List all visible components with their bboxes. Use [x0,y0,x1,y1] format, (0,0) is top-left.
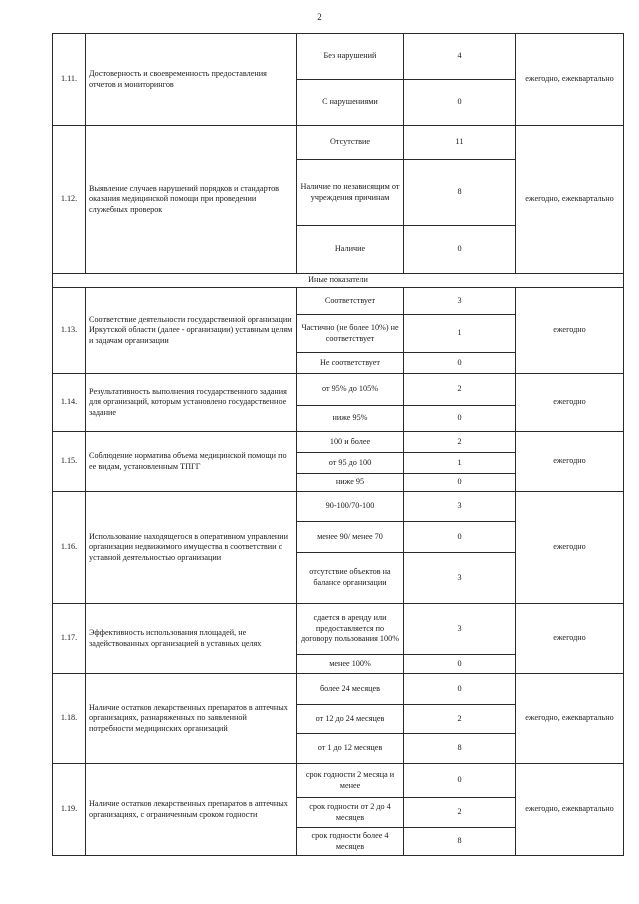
reporting-period: ежегодно, ежеквартально [516,674,624,764]
indicator-number: 1.18. [53,674,86,764]
criterion-label: Наличие по независящим от учреждения причинам [297,160,404,226]
indicator-name: Эффективность использования площадей, не задействованных организацией в уставных целях [86,604,297,674]
criterion-label: срок годности от 2 до 4 месяцев [297,798,404,828]
criterion-label: более 24 месяцев [297,674,404,705]
criterion-score: 3 [404,288,516,315]
criterion-score: 0 [404,353,516,374]
criterion-label: отсутствие объектов на балансе организации [297,553,404,604]
indicators-table [52,33,624,856]
indicator-number: 1.12. [53,126,86,274]
criterion-score: 1 [404,453,516,474]
reporting-period: ежегодно, ежеквартально [516,126,624,274]
criterion-score: 2 [404,798,516,828]
criterion-label: ниже 95% [297,406,404,432]
criterion-label: срок годности более 4 месяцев [297,828,404,856]
criterion-label: Частично (не более 10%) не соответствует [297,315,404,353]
reporting-period: ежегодно [516,492,624,604]
criterion-label: от 95 до 100 [297,453,404,474]
table-row [53,288,624,315]
table-row [53,764,624,798]
reporting-period: ежегодно [516,604,624,674]
indicator-name: Достоверность и своевременность предоставления отчетов и мониторингов [86,34,297,126]
section-row [53,274,624,288]
criterion-label: Без нарушений [297,34,404,80]
indicator-number: 1.17. [53,604,86,674]
indicator-number: 1.19. [53,764,86,856]
indicator-number: 1.14. [53,374,86,432]
criterion-label: 90-100/70-100 [297,492,404,522]
criterion-score: 8 [404,160,516,226]
criterion-score: 0 [404,80,516,126]
table-row [53,604,624,655]
indicator-name: Соответствие деятельности государственной организации Иркутской области (далее - организации) уставным целям и задачам организации [86,288,297,374]
table-row [53,34,624,80]
indicator-name: Результативность выполнения государственного задания для организаций, которым установлено государственное задание [86,374,297,432]
indicator-name: Наличие остатков лекарственных препаратов в аптечных организациях, разнаряженных по заявленной потребности медицинских организаций [86,674,297,764]
criterion-label: от 1 до 12 месяцев [297,734,404,764]
criterion-score: 3 [404,492,516,522]
criterion-score: 8 [404,828,516,856]
criterion-score: 3 [404,553,516,604]
indicator-number: 1.13. [53,288,86,374]
table-row [53,126,624,160]
indicator-name: Соблюдение норматива объема медицинской помощи по ее видам, установленным ТПГГ [86,432,297,492]
criterion-score: 8 [404,734,516,764]
criterion-score: 2 [404,432,516,453]
reporting-period: ежегодно [516,432,624,492]
indicator-number: 1.15. [53,432,86,492]
section-title: Иные показатели [53,274,624,288]
criterion-label: ниже 95 [297,474,404,492]
criterion-score: 0 [404,764,516,798]
table-row [53,492,624,522]
reporting-period: ежегодно [516,288,624,374]
criterion-score: 0 [404,674,516,705]
criterion-label: срок годности 2 месяца и менее [297,764,404,798]
criterion-label: Отсутствие [297,126,404,160]
indicator-number: 1.11. [53,34,86,126]
indicator-name: Выявление случаев нарушений порядков и стандартов оказания медицинской помощи при проведении служебных проверок [86,126,297,274]
criterion-score: 0 [404,522,516,553]
reporting-period: ежегодно [516,374,624,432]
criterion-label: от 95% до 105% [297,374,404,406]
reporting-period: ежегодно, ежеквартально [516,34,624,126]
criterion-label: 100 и более [297,432,404,453]
criterion-label: менее 100% [297,655,404,674]
table-row [53,374,624,406]
criterion-score: 0 [404,655,516,674]
table-row [53,674,624,705]
criterion-label: от 12 до 24 месяцев [297,705,404,734]
criterion-label: Не соответствует [297,353,404,374]
criterion-score: 11 [404,126,516,160]
reporting-period: ежегодно, ежеквартально [516,764,624,856]
criterion-score: 2 [404,705,516,734]
criterion-score: 0 [404,226,516,274]
criterion-score: 0 [404,406,516,432]
criterion-score: 3 [404,604,516,655]
indicator-name: Наличие остатков лекарственных препаратов в аптечных организациях, с ограниченным сроком годности [86,764,297,856]
criterion-label: менее 90/ менее 70 [297,522,404,553]
criterion-label: Наличие [297,226,404,274]
criterion-score: 0 [404,474,516,492]
page-number: 2 [317,12,322,22]
indicator-name: Использование находящегося в оперативном управлении организации недвижимого имущества в соответствии с уставной деятельностью организации [86,492,297,604]
criterion-label: сдается в аренду или предоставляется по договору пользования 100% [297,604,404,655]
criterion-label: Соответствует [297,288,404,315]
indicator-number: 1.16. [53,492,86,604]
criterion-score: 4 [404,34,516,80]
criterion-label: С нарушениями [297,80,404,126]
criterion-score: 2 [404,374,516,406]
table-row [53,432,624,453]
criterion-score: 1 [404,315,516,353]
